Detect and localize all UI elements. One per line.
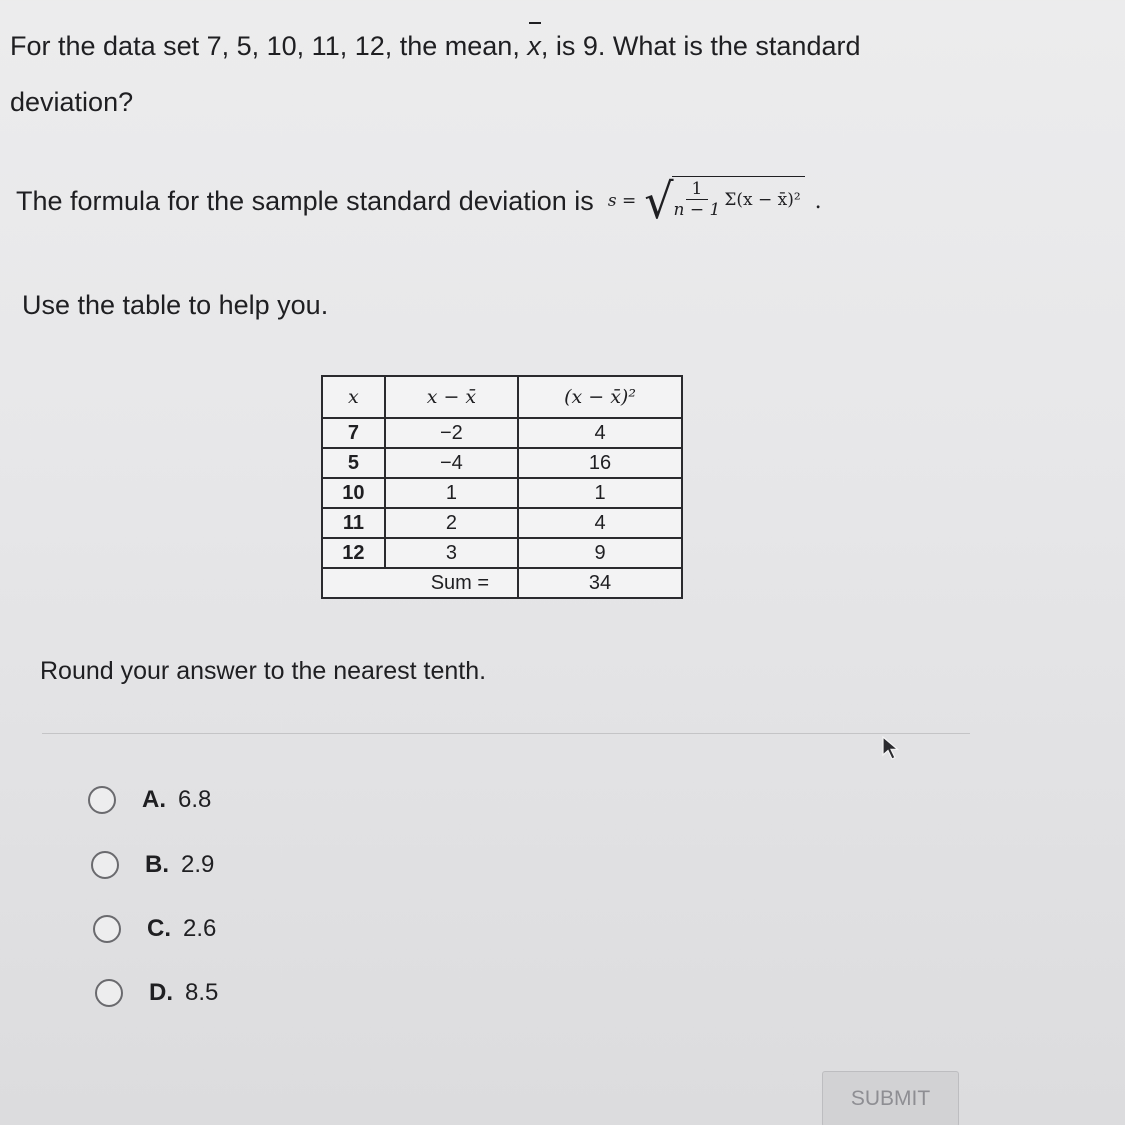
formula-lhs: s = [607,191,637,211]
instruction-text: Use the table to help you. [22,290,329,320]
cell-deviation: 2 [385,508,518,538]
square-root [644,172,804,230]
option-letter: D. [149,979,173,1006]
question-part-1: For the data set 7, 5, 10, 11, 12, the mean, [10,31,528,61]
standard-deviation-formula [607,172,822,230]
cell-deviation: 1 [385,478,518,508]
formula-intro: The formula for the sample standard deviation is [16,185,594,216]
option-a[interactable] [88,786,211,814]
divider [42,733,970,734]
sum-value: 34 [518,568,682,598]
header-x: x [322,376,385,418]
radicand [672,176,805,220]
cell-deviation: −2 [385,418,518,448]
cell-x: 10 [322,478,385,508]
cell-squared: 16 [518,448,682,478]
sum-term: Σ(x − x̄)² [724,189,801,210]
formula-line [16,172,822,230]
cell-squared: 1 [518,478,682,508]
header-deviation: x − x̄ [385,376,518,418]
deviation-table [321,375,683,599]
mean-symbol: x [527,18,541,74]
fraction-denominator: n − 1 [673,200,721,220]
cell-squared: 4 [518,508,682,538]
table-header-row [322,376,682,418]
table-row [322,538,682,568]
sum-label: Sum = [322,568,518,598]
cell-x: 12 [322,538,385,568]
round-instruction: Round your answer to the nearest tenth. [40,657,487,685]
question-part-2: , is 9. What is the standard deviation? [10,31,861,117]
fraction [674,179,721,220]
submit-button[interactable]: SUBMIT [822,1071,959,1125]
cell-x: 5 [322,448,385,478]
table-row [322,418,682,448]
radical-sign-icon: √ [644,172,674,230]
option-letter: C. [147,915,171,942]
formula-period: . [814,188,822,214]
table-sum-row [322,568,682,598]
table-row [322,478,682,508]
option-d[interactable] [95,979,218,1007]
option-value: 8.5 [185,979,219,1006]
radio-button-icon[interactable] [95,979,123,1007]
cell-x: 7 [322,418,385,448]
table-row [322,448,682,478]
option-letter: A. [142,786,166,813]
radio-button-icon[interactable] [88,786,116,814]
cell-squared: 4 [518,418,682,448]
cell-squared: 9 [518,538,682,568]
option-b[interactable] [91,851,214,879]
option-value: 2.6 [183,915,217,942]
fraction-numerator: 1 [686,179,709,200]
cell-x: 11 [322,508,385,538]
cell-deviation: −4 [385,448,518,478]
option-letter: B. [145,851,169,878]
cell-deviation: 3 [385,538,518,568]
radio-button-icon[interactable] [91,851,119,879]
radio-button-icon[interactable] [93,915,121,943]
mouse-pointer-icon [880,736,904,762]
question-text [10,18,910,130]
table-row [322,508,682,538]
option-value: 2.9 [181,851,215,878]
option-value: 6.8 [178,786,212,813]
header-squared-deviation: (x − x̄)² [518,376,682,418]
option-c[interactable] [93,915,216,943]
